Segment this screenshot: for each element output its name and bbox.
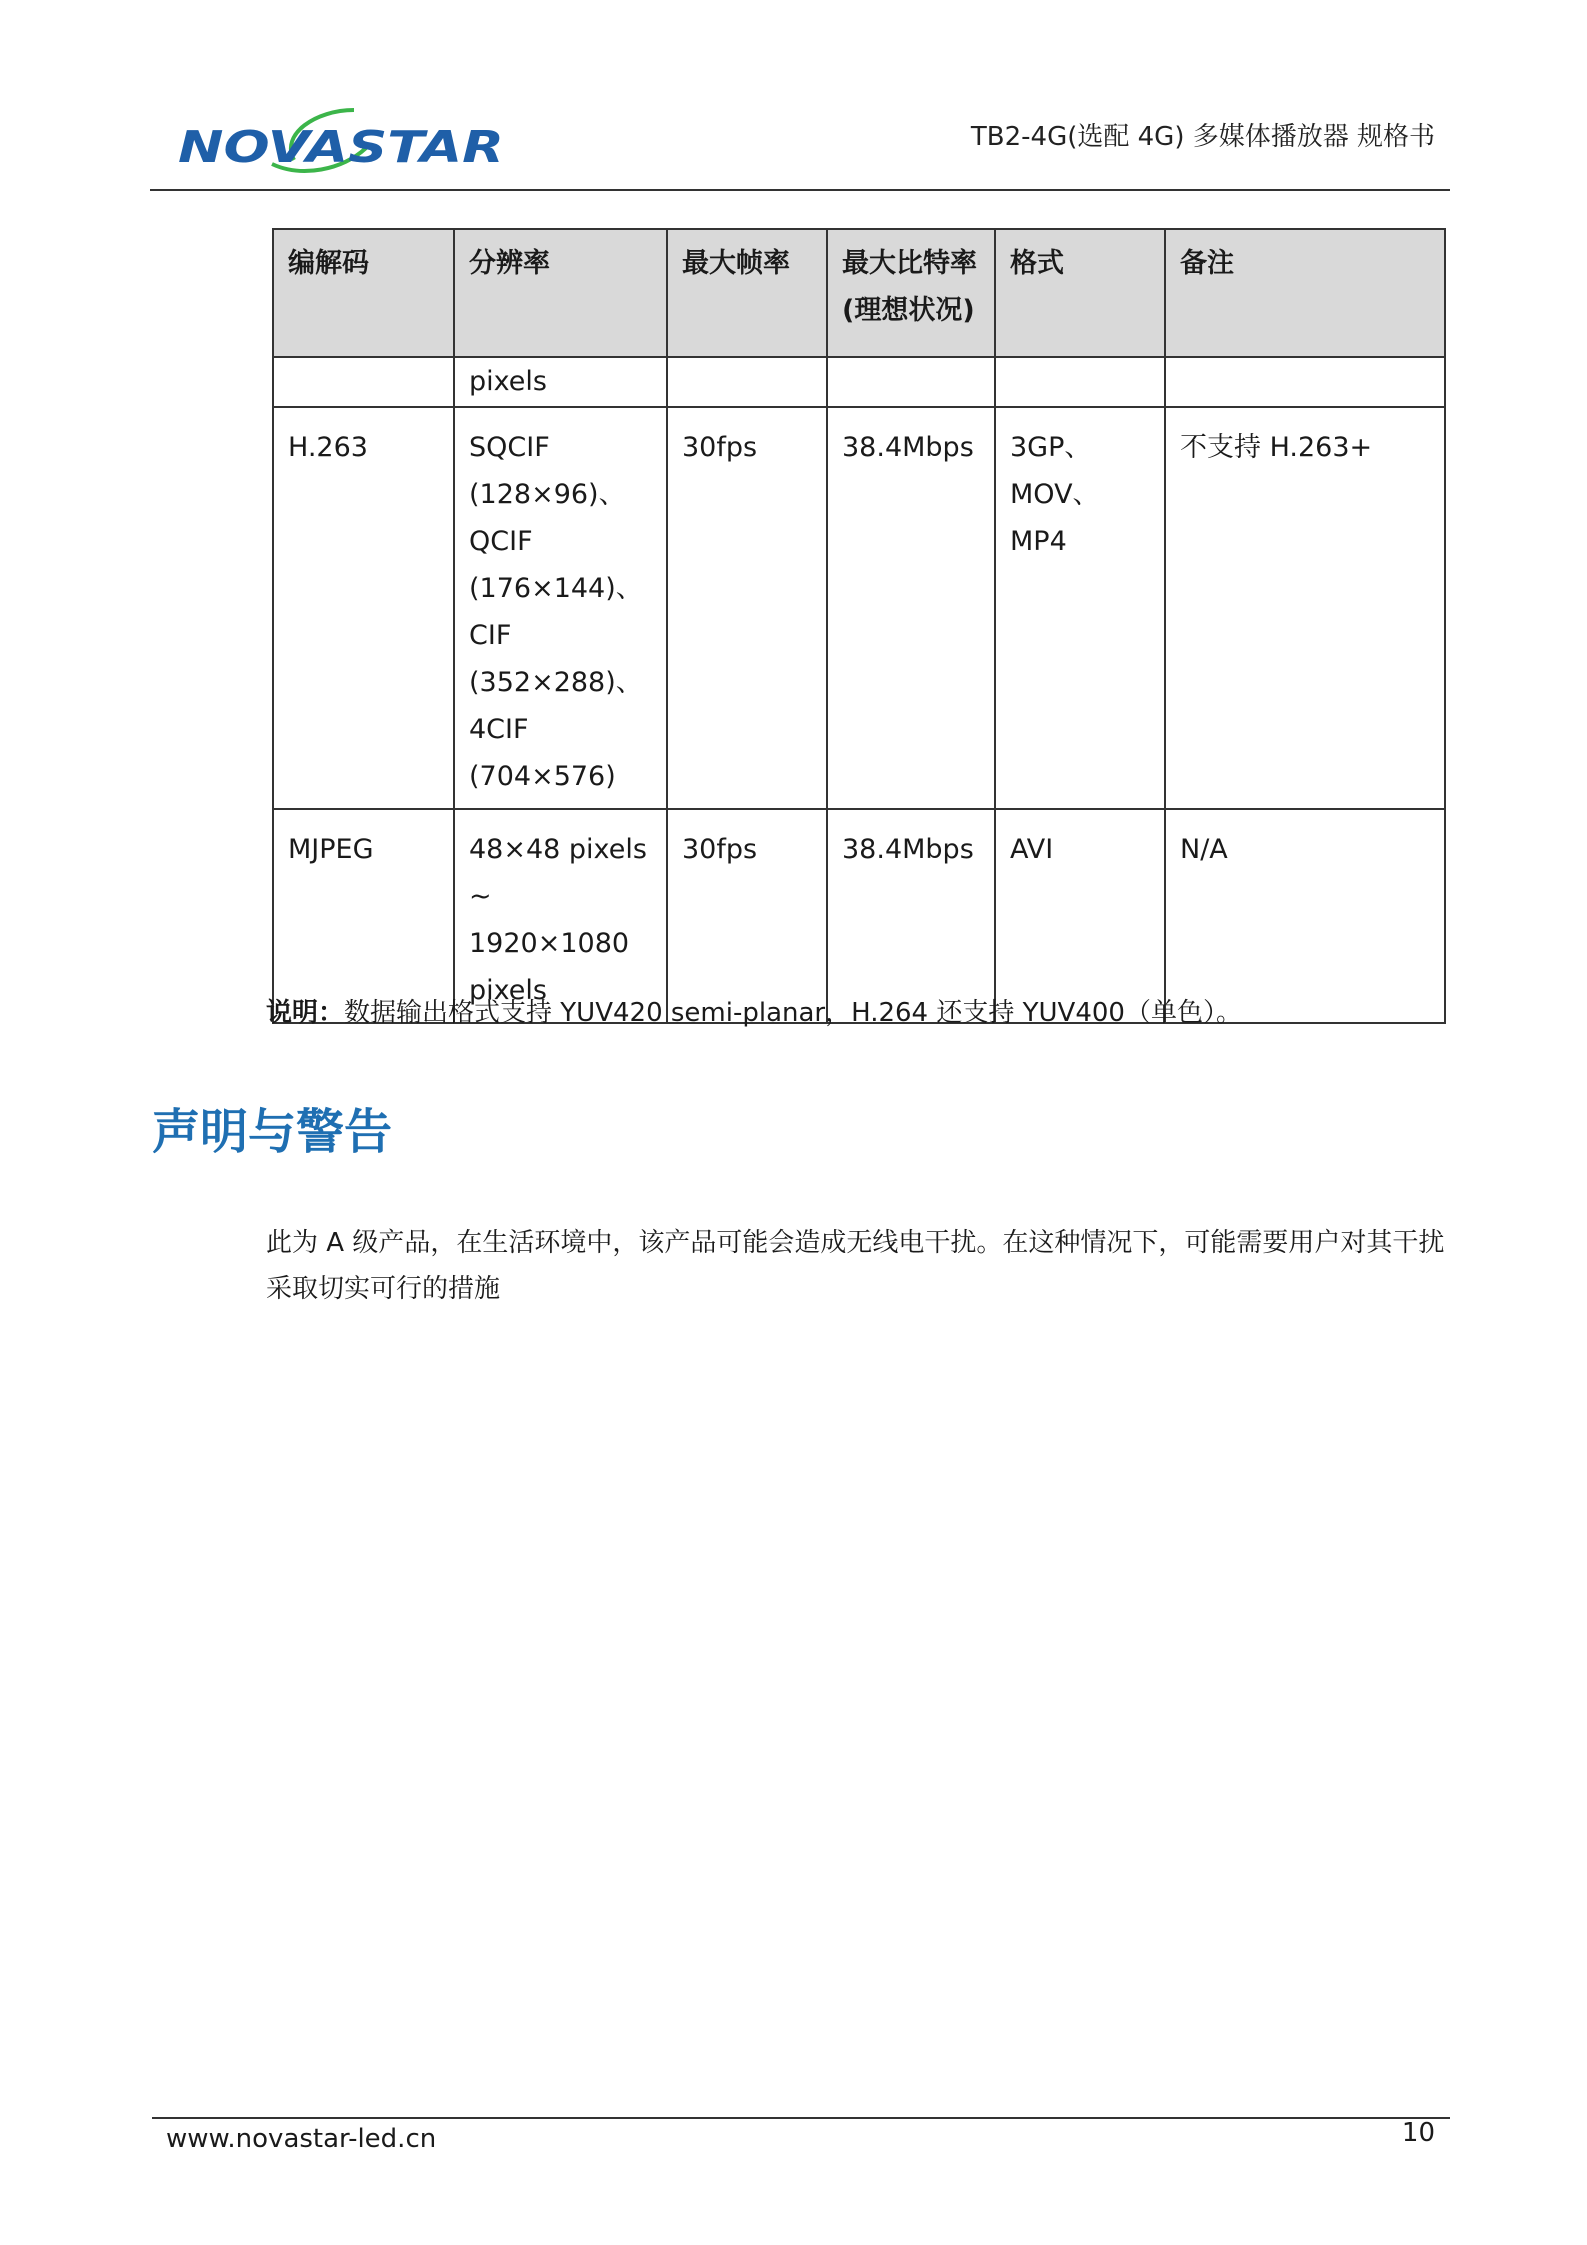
cell-bitrate: 38.4Mbps: [827, 809, 995, 1023]
cell-framerate: [667, 357, 827, 407]
warning-paragraph: 此为 A 级产品，在生活环境中，该产品可能会造成无线电干扰。在这种情况下，可能需要用户对其干扰采取切实可行的措施: [266, 1228, 1445, 1304]
header-max-bitrate: 最大比特率 (理想状况): [827, 229, 995, 357]
cell-remarks: [1165, 357, 1445, 407]
header-remarks: 备注: [1165, 229, 1445, 357]
table-row: [273, 809, 1445, 1023]
cell-format: [995, 357, 1165, 407]
cell-resolution: pixels: [454, 357, 667, 407]
page-number: 10: [1401, 2118, 1435, 2148]
note-text: 数据输出格式支持 YUV420 semi-planar，H.264 还支持 YUV400（单色）。: [344, 998, 1242, 1028]
cell-remarks: N/A: [1165, 809, 1445, 1023]
cell-bitrate: [827, 357, 995, 407]
table-header-row: [273, 229, 1445, 357]
footer-divider: [152, 2117, 1450, 2119]
cell-codec: H.263: [273, 407, 454, 809]
cell-bitrate: 38.4Mbps: [827, 407, 995, 809]
cell-resolution: SQCIF (128×96)、 QCIF (176×144)、 CIF (352×288)、 4CIF (704×576): [454, 407, 667, 809]
codec-spec-table: [272, 228, 1446, 1024]
logo-wordmark: NOVASTAR: [178, 122, 504, 173]
table-note: [266, 992, 1242, 1029]
cell-resolution: 48×48 pixels ~ 1920×1080 pixels: [454, 809, 667, 1023]
cell-remarks: 不支持 H.263+: [1165, 407, 1445, 809]
novastar-logo: [176, 104, 510, 178]
header-divider: [150, 189, 1450, 191]
table-row: [273, 357, 1445, 407]
cell-format: 3GP、 MOV、 MP4: [995, 407, 1165, 809]
cell-framerate: 30fps: [667, 407, 827, 809]
note-label: 说明：: [266, 998, 345, 1028]
header-format: 格式: [995, 229, 1165, 357]
cell-framerate: 30fps: [667, 809, 827, 1023]
cell-format: AVI: [995, 809, 1165, 1023]
footer-website: www.novastar-led.cn: [166, 2124, 437, 2154]
header-max-framerate: 最大帧率: [667, 229, 827, 357]
header-codec: 编解码: [273, 229, 454, 357]
section-heading: 声明与警告: [152, 1104, 393, 1160]
header-resolution: 分辨率: [454, 229, 667, 357]
cell-codec: [273, 357, 454, 407]
document-title: TB2-4G(选配 4G) 多媒体播放器 规格书: [970, 122, 1435, 152]
cell-codec: MJPEG: [273, 809, 454, 1023]
table-row: [273, 407, 1445, 809]
